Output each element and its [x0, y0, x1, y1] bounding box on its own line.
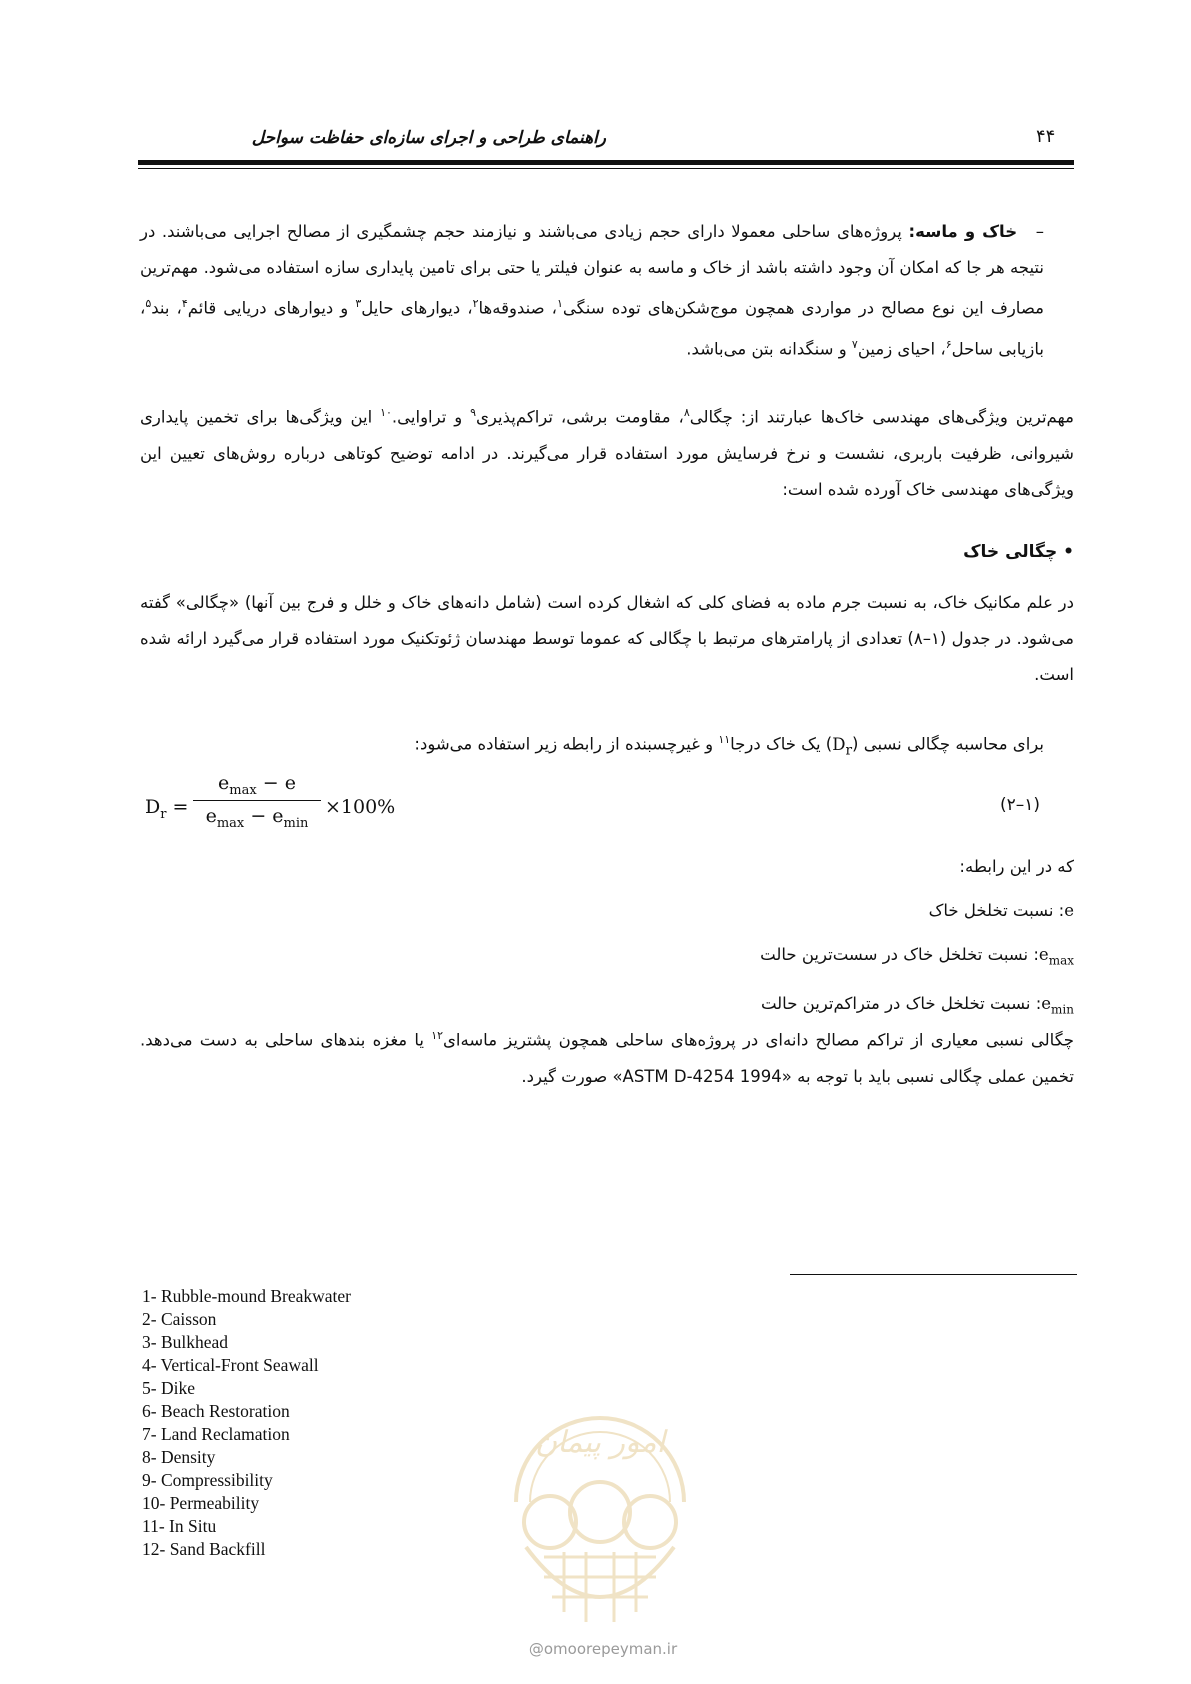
definition-emax: $e_{max}$: نسبت تخلخل خاک در سست‌ترین حالت	[760, 945, 1074, 968]
paragraph-relative-density-intro: برای محاسبه چگالی نسبی $(D_r)$ یک خاک درجا$^{۱۱}$ و غیرچسبنده از رابطه زیر استفاده می‌شود:	[414, 733, 1044, 758]
formula-rhs: ×100%	[325, 796, 396, 818]
footnote-item: 11- In Situ	[142, 1516, 217, 1536]
definition-emin: $e_{min}$: نسبت تخلخل خاک در متراکم‌ترین حالت	[760, 994, 1074, 1017]
page-number: ۴۴	[1036, 126, 1056, 147]
footnote-item: 3- Bulkhead	[142, 1332, 229, 1352]
term-soil-sand: خاک و ماسه:	[908, 222, 1018, 241]
paragraph-relative-density-usage: چگالی نسبی معیاری از تراکم مصالح دانه‌ای در پروژه‌های ساحلی همچون پشتریز ماسه‌ای$^{۱۲}$ یا مغزه بندهای ساحلی به دست می‌دهد. تخمین عملی چگالی نسبی باید با توجه به «ASTM D-4254 1994» صورت گیرد.	[140, 1029, 1075, 1086]
footnote-ref: ۱۲	[431, 1029, 444, 1042]
watermark-at-icon: @	[528, 1640, 544, 1658]
footnote-item: 2- Caisson	[142, 1309, 217, 1329]
footnote-ref: ۲	[472, 297, 479, 310]
equation-number: (۲–۱)	[1000, 795, 1041, 815]
footnote-item: 12- Sand Backfill	[142, 1539, 266, 1559]
footnote-item: 10- Permeability	[142, 1493, 260, 1513]
footnote-ref: ۸	[683, 406, 690, 419]
running-header-title: راهنمای طراحی و اجرای سازه‌ای حفاظت سواحل	[251, 128, 606, 148]
footnote-separator	[790, 1274, 1077, 1275]
section-heading-soil-density: • چگالی خاک	[963, 542, 1074, 562]
formula-definitions	[574, 845, 1074, 1032]
formula-lhs: $D_r$ =	[145, 796, 189, 822]
fraction-bar	[193, 800, 321, 801]
footnote-item: 6- Beach Restoration	[142, 1401, 290, 1421]
relative-density-formula	[145, 772, 445, 842]
heading-bullet: •	[1063, 542, 1074, 562]
definitions-intro: که در این رابطه:	[959, 857, 1074, 876]
paragraph-soil-sand: – خاک و ماسه: پروژه‌های ساحلی معمولا دارای حجم زیادی می‌باشند و نیازمند حجم چشمگیری از مصالح اجرایی می‌باشند. در نتیجه هر جا که امکان آن وجود داشته باشد از خاک و ماسه به عنوان فیلتر یا حتی برای تامین پایداری سازه استفاده می‌شود. مهم‌ترین مصارف این نوع مصالح در مواردی همچون موج‌شکن‌های توده سنگی$^۱$، صندوقه‌ها$^۲$، دیوارهای حایل$^۳$ و دیوارهای دریایی قائم$^۴$، بند$^۵$، بازیابی ساحل$^۶$، احیای زمین$^۷$ و سنگدانه بتن می‌باشد.	[140, 222, 1044, 358]
header-rule-thick	[138, 160, 1074, 165]
footnote-item: 8- Density	[142, 1447, 216, 1467]
watermark-url: @omoorepeyman.ir	[528, 1640, 678, 1658]
footnote-item: 5- Dike	[142, 1378, 195, 1398]
definition-e: e: نسبت تخلخل خاک	[928, 901, 1074, 920]
footnote-item: 1- Rubble-mound Breakwater	[142, 1286, 351, 1306]
paragraph-density-definition: در علم مکانیک خاک، به نسبت جرم ماده به فضای کلی که اشغال کرده است (شامل دانه‌های خاک و خلل و فرج بین آنها) «چگالی» گفته می‌شود. در جدول (۱–۸) تعدادی از پارامترهای مرتبط با چگالی که عموما توسط مهندسان ژئوتکنیک مورد استفاده قرار می‌گیرد ارائه شده است.	[140, 593, 1074, 684]
footnote-item: 9- Compressibility	[142, 1470, 273, 1490]
watermark-seal-icon	[486, 1372, 714, 1632]
footnote-ref: ۱۰	[380, 406, 392, 419]
footnote-ref: ۳	[355, 297, 362, 310]
formula-denominator: $e_{max} - e_{min}$	[205, 805, 309, 831]
header-rule-thin	[138, 168, 1074, 169]
symbol-dr: $D_r$	[832, 734, 853, 758]
footnote-ref: ۵	[145, 297, 152, 310]
paragraph-soil-properties: مهم‌ترین ویژگی‌های مهندسی خاک‌ها عبارتند از: چگالی$^۸$، مقاومت برشی، تراکم‌پذیری$^۹$ و تراوایی.$^{۱۰}$ این ویژگی‌ها برای تخمین پایداری شیروانی، ظرفیت باربری، نشست و نرخ فرسایش مورد استفاده قرار می‌گیرند. در ادامه توضیح کوتاهی درباره روش‌های تعیین این ویژگی‌های مهندسی خاک آورده شده است:	[140, 406, 1074, 499]
footnote-ref: ۶	[945, 337, 952, 351]
footnote-ref: ۹	[470, 406, 477, 419]
footnote-ref: ۱	[556, 297, 563, 310]
footnote-item: 7- Land Reclamation	[142, 1424, 290, 1444]
footnote-ref: ۱۱	[718, 733, 731, 746]
footnote-ref: ۴	[181, 297, 188, 310]
list-dash: –	[1035, 222, 1044, 241]
formula-numerator: $e_{max} - e$	[218, 772, 296, 798]
footnote-item: 4- Vertical-Front Seawall	[142, 1355, 319, 1375]
footnote-ref: ۷	[851, 337, 858, 351]
seal-text: امور پیمان	[535, 1425, 665, 1460]
